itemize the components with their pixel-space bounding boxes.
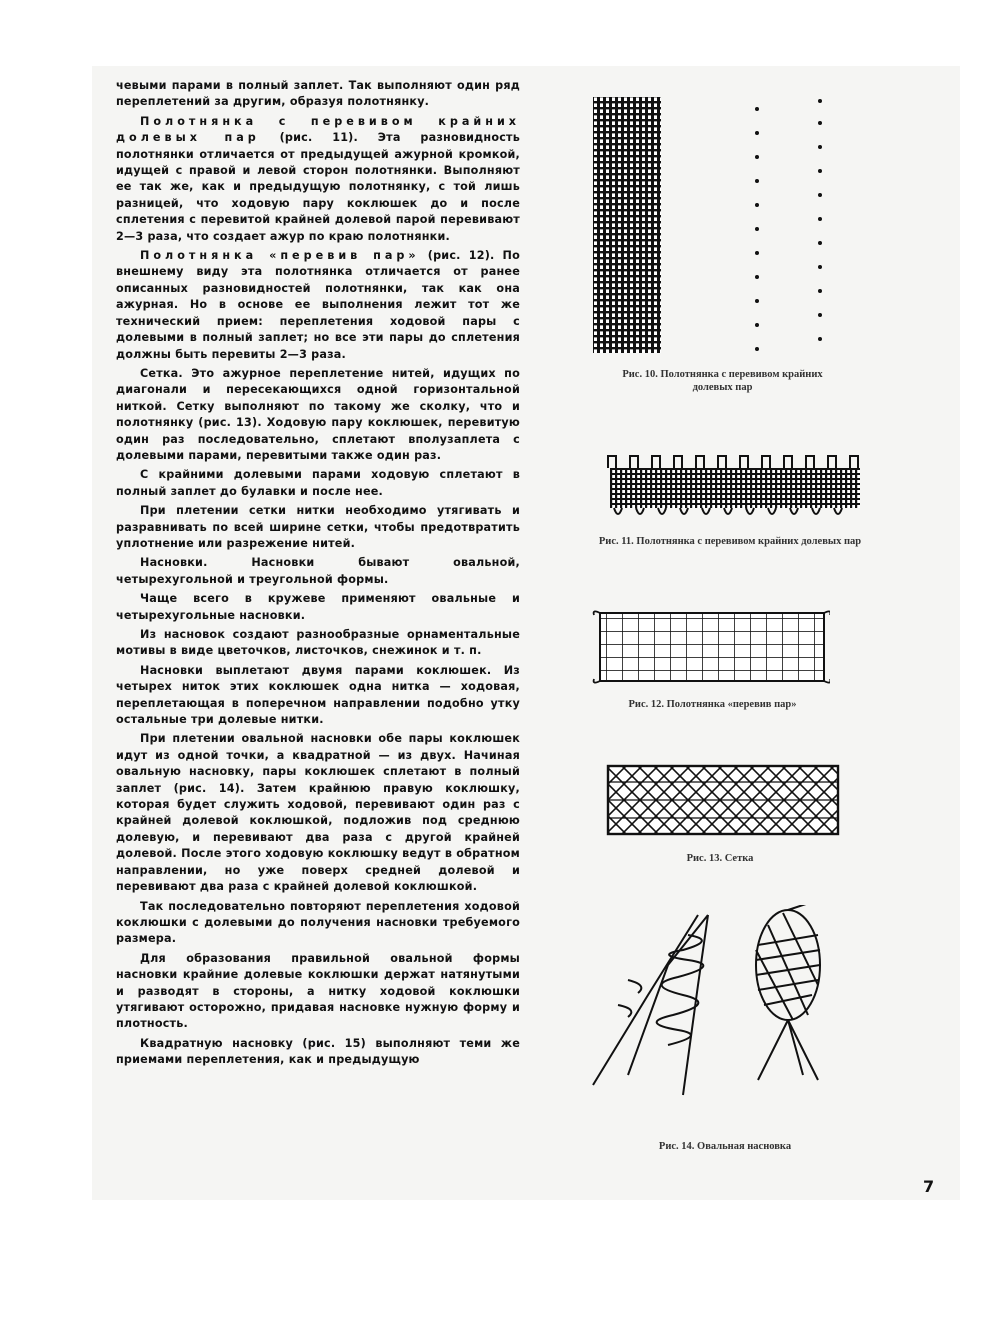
paragraph: Сетка. Это ажурное переплетение нитей, идущих по диагонали и пересекающихся одной горизонтальной ниткой. Сетку выполняют по такому же сколку, что и полотнянку (рис. 13). Ходовую пару коклюшек, перевитую один раз последовательно, сплетают вполузаплета с долевыми парами, перевитыми также один раз.	[116, 366, 520, 462]
figure-12-caption: Рис. 12. Полотнянка «перевив пар»	[628, 699, 797, 710]
paragraph: Полотнянка «перевив пар» (рис. 12). По внешнему виду эта полотнянка отличается от ранее описанных разновидностей полотнянки, так как она ажурная. Но в основе ее выполнения лежит тот же технический прием: переплетения ходовой пары с долевыми в полный заплет; но все эти пары до сплетения должны быть перевиты 2—3 раза.	[116, 249, 521, 361]
subheading: Полотнянка с перевивом крайних долевых пар	[116, 114, 520, 145]
paragraph: Насновки выплетают двумя парами коклюшек. Из четырех ниток этих коклюшек одна нитка — ходовая, переплетающая в поперечном направлении подобно утку остальные три долевые нитки.	[116, 663, 520, 727]
figure-11-caption: Рис. 11. Полотнянка с перевивом крайних долевых пар	[598, 536, 862, 547]
paragraph: Для образования правильной овальной формы насновки крайние долевые коклюшки держат натянутыми и разводят в стороны, а нитку ходовой коклюшки утягивают осторожно, придавая насновке нужную форму и плотность.	[116, 951, 520, 1031]
figure-13-illustration	[600, 760, 845, 840]
figure-14-illustration	[588, 905, 848, 1105]
page-number: 7	[923, 1177, 935, 1196]
subheading: Сетка.	[140, 366, 183, 380]
paragraph: Полотнянка с перевивом крайних долевых пар (рис. 11). Эта разновидность полотнянки отличается от предыдущей ажурной кромкой, идущей с правой и левой сторон полотнянки. Выполняют ее так же, как и предыдущую полотнянку, с той лишь разницей, что ходовую пару коклюшек до и после сплетения с перевитой крайней долевой парой перевивают 2—3 раза, что создает ажур по краю полотнянки.	[116, 114, 520, 243]
text-column	[116, 78, 520, 1072]
subheading: Полотнянка «перевив пар»	[140, 249, 420, 263]
paragraph: При плетении овальной насновки обе пары коклюшек идут из одной точки, а квадратной — из двух. Начиная овальную насновку, пары коклюшек сплетают в полный заплет (рис. 14). Затем крайнюю правую коклюшку, которая будет служить ходовой, перевивают один раз с крайней долевой коклюшкой, подложив под среднюю долевую, и перевивают два раза с другой крайней долевой. После этого ходовую коклюшку ведут в обратном направлении, но уже поверх средней долевой и перевивают два раза с крайней долевой коклюшкой.	[116, 732, 520, 894]
paragraph: Чаще всего в кружеве применяют овальные и четырехугольные насновки.	[116, 592, 520, 622]
figure-14-caption: Рис. 14. Овальная насновка	[658, 1141, 792, 1152]
figure-12-illustration	[590, 605, 830, 690]
paragraph: Квадратную насновку (рис. 15) выполняют теми же приемами переплетения, как и предыдущую	[116, 1036, 520, 1067]
paragraph: Из насновок создают разнообразные орнаментальные мотивы в виде цветочков, листочков, снежинок и т. п.	[116, 628, 520, 658]
paragraph: Насновки. Насновки бывают овальной, четырехугольной и треугольной формы.	[116, 556, 520, 586]
paragraph: При плетении сетки нитки необходимо утягивать и разравнивать по всей ширине сетки, чтобы предотвратить уплотнение или разрежение нитей.	[116, 504, 520, 550]
figure-10-caption: Рис. 10. Полотнянка с перевивом крайних долевых пар	[622, 369, 823, 393]
paragraph: Так последовательно повторяют переплетения ходовой коклюшки с долевыми до получения насновки требуемого размера.	[116, 899, 520, 946]
subheading: Насновки.	[140, 556, 208, 570]
figure-10-illustration	[585, 95, 835, 360]
paragraph: чевыми парами в полный заплет. Так выполняют один ряд переплетений за другим, образуя полотнянку.	[116, 79, 520, 109]
figure-13-caption: Рис. 13. Сетка	[686, 853, 754, 864]
figure-11-illustration	[600, 448, 870, 528]
paragraph: С крайними долевыми парами ходовую сплетают в полный заплет до булавки и после нее.	[116, 468, 520, 498]
